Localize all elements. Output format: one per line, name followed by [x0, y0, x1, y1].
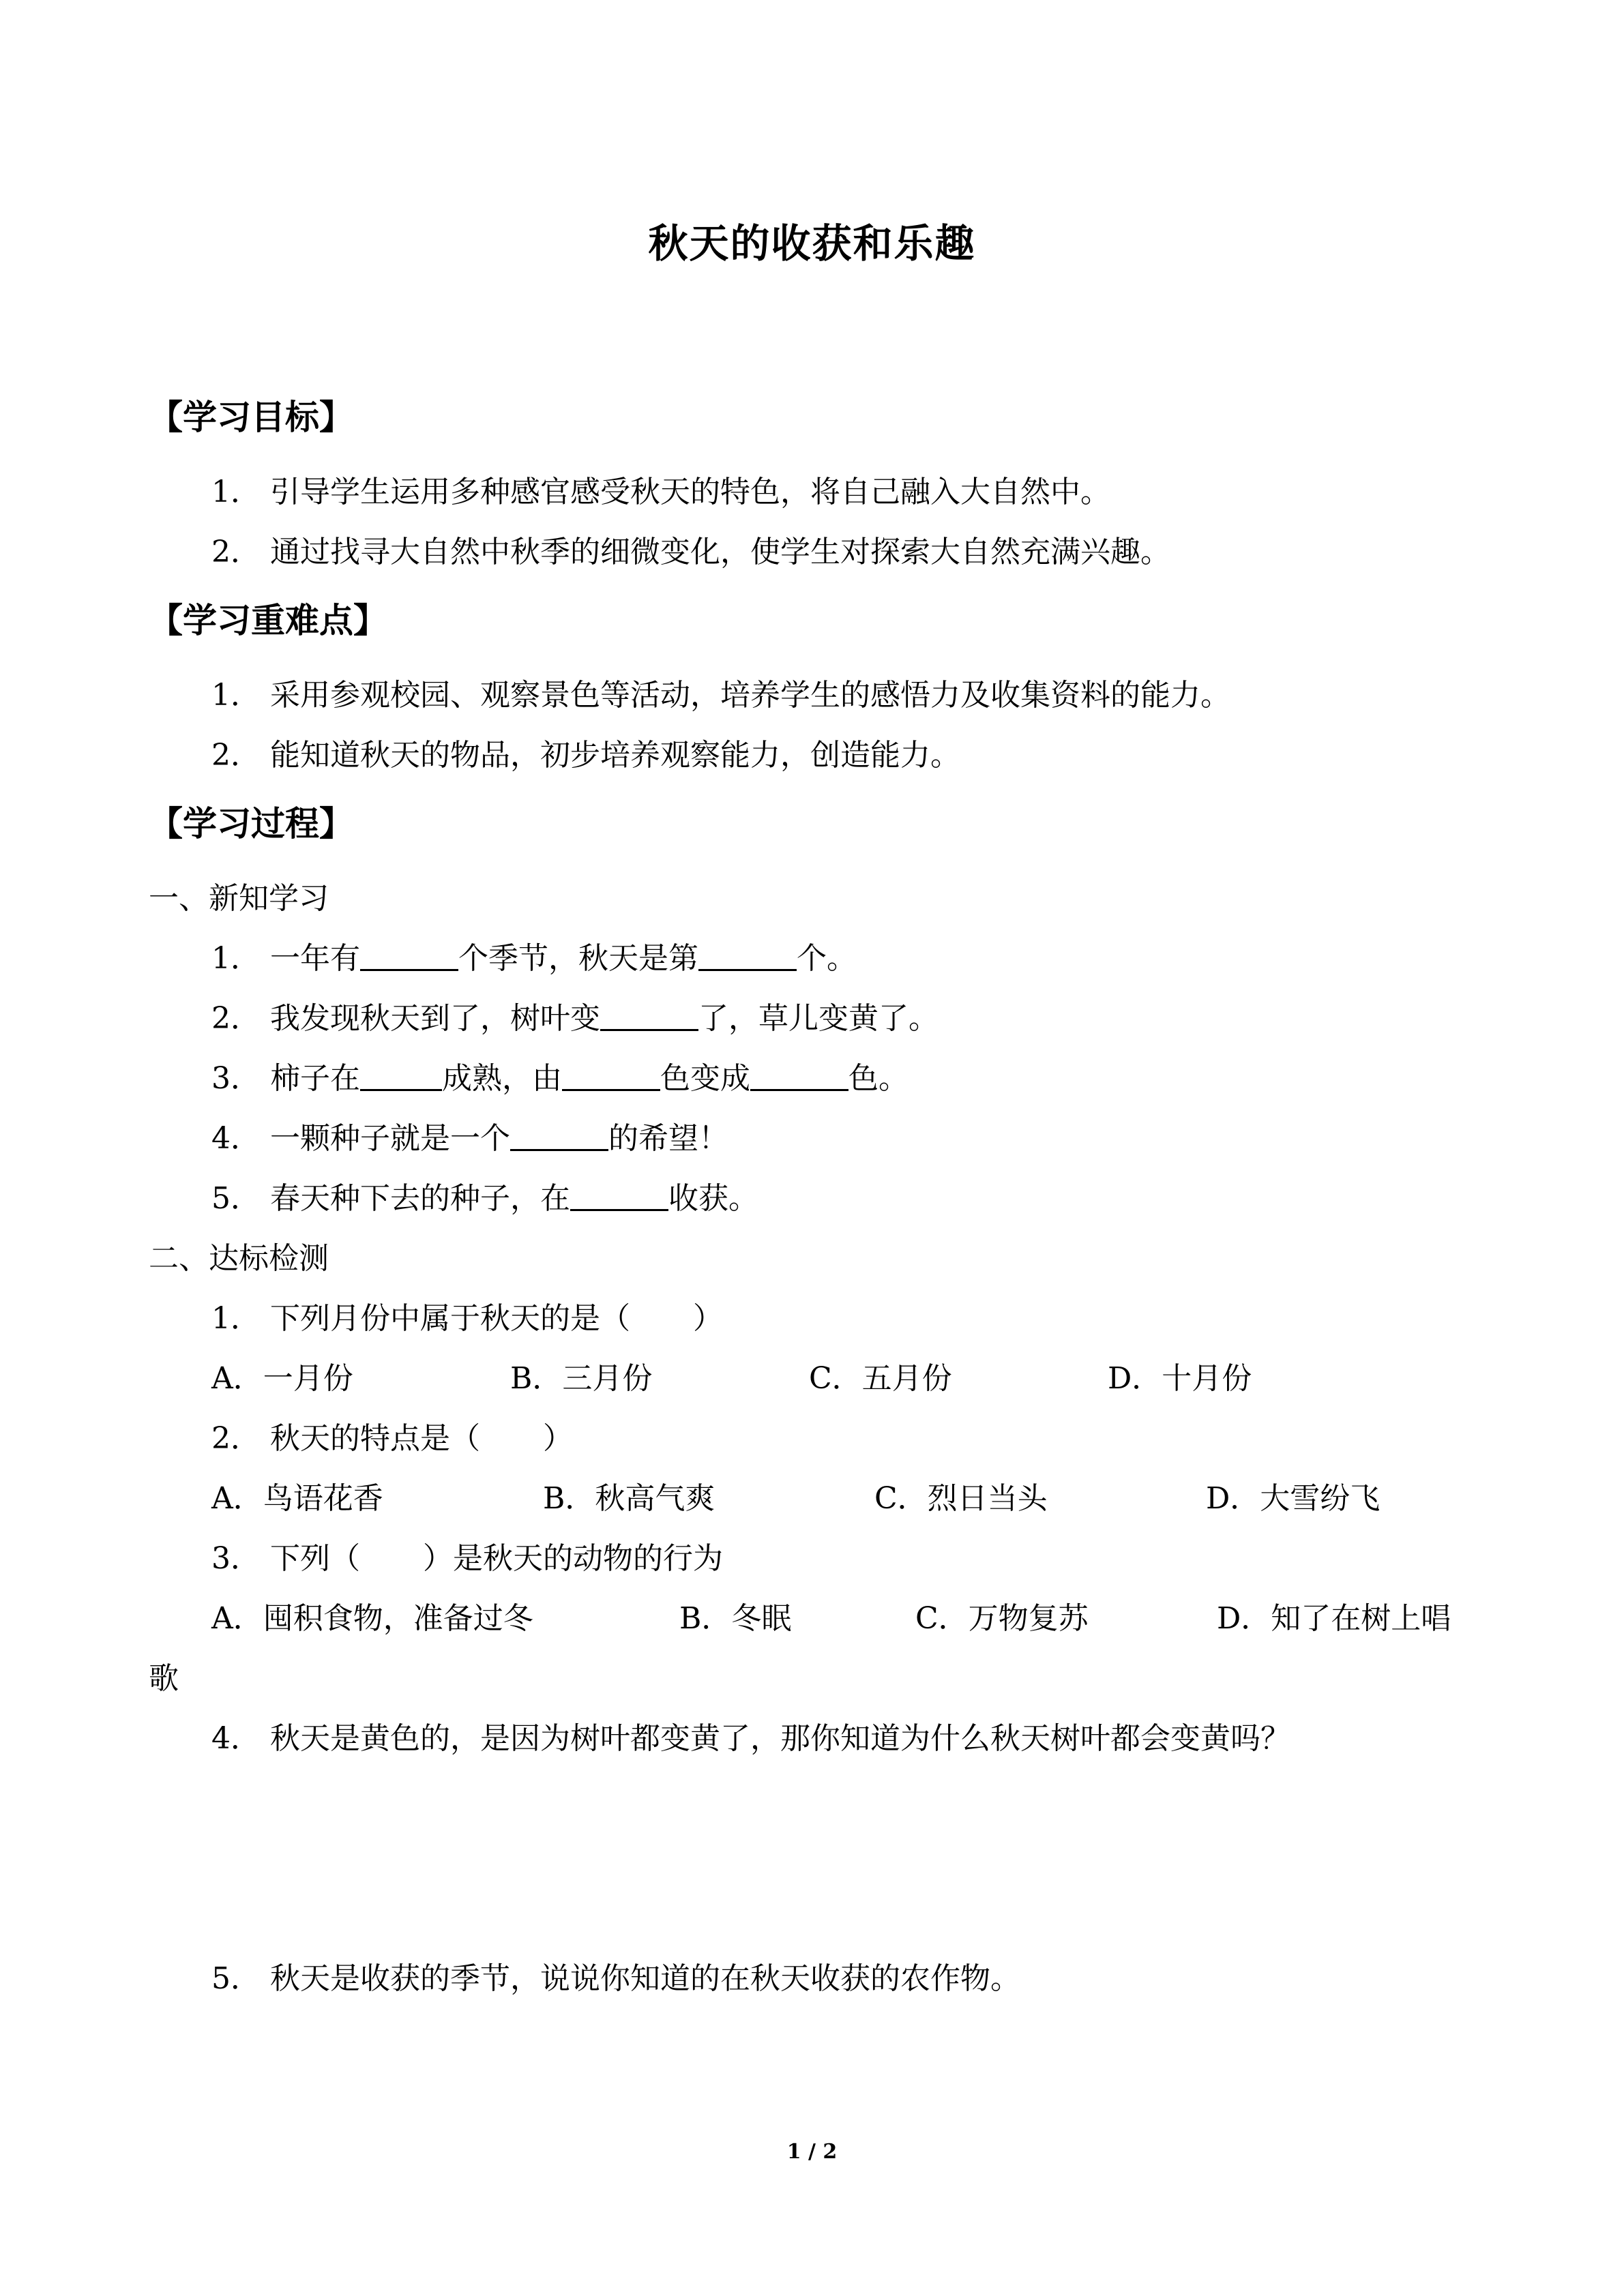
- keypoint-item-1: [211, 675, 1230, 716]
- open-question-5: [211, 1958, 1020, 1999]
- choice-question-3: [211, 1538, 723, 1579]
- fill-question-3: [211, 1058, 909, 1099]
- item-number: 1．: [211, 941, 261, 976]
- item-number: 4．: [211, 1721, 261, 1756]
- option-b[interactable]: B．三月份: [510, 1361, 653, 1396]
- item-number: 2．: [211, 738, 261, 773]
- answer-blank[interactable]: [570, 1179, 668, 1211]
- item-number: 1．: [211, 1301, 261, 1336]
- question-text: 色。: [848, 1061, 909, 1096]
- answer-area-4[interactable]: [211, 1766, 1439, 1930]
- question-text: 收获。: [668, 1181, 758, 1216]
- question-text: 色变成: [660, 1061, 750, 1096]
- fill-question-2: [211, 998, 939, 1039]
- question-text: 春天种下去的种子，在: [270, 1181, 570, 1216]
- part-heading-assessment: 二、达标检测: [149, 1241, 329, 1276]
- goal-item-1: [211, 472, 1110, 513]
- item-number: 4．: [211, 1121, 261, 1156]
- question-text: 一颗种子就是一个: [270, 1121, 510, 1156]
- question-text: 一年有: [270, 941, 360, 976]
- question-text: 秋天是收获的季节，说说你知道的在秋天收获的农作物。: [270, 1961, 1020, 1996]
- question-text: 成熟，由: [442, 1061, 562, 1096]
- answer-blank[interactable]: [600, 999, 698, 1031]
- open-question-4: [211, 1718, 1290, 1759]
- question-text: 个。: [797, 941, 857, 976]
- answer-blank[interactable]: [510, 1119, 608, 1151]
- option-d[interactable]: D．知了在树上唱: [1217, 1601, 1451, 1636]
- item-number: 1．: [211, 475, 261, 509]
- question-text: 个季节，秋天是第: [458, 941, 698, 976]
- question-text: 我发现秋天到了，树叶变: [270, 1001, 600, 1036]
- option-c[interactable]: C．五月份: [809, 1361, 952, 1396]
- answer-blank[interactable]: [360, 1059, 442, 1091]
- option-b[interactable]: B．冬眠: [679, 1601, 792, 1636]
- item-text: 通过找寻大自然中秋季的细微变化，使学生对探索大自然充满兴趣。: [270, 535, 1170, 569]
- question-text: 秋天的特点是（: [270, 1421, 480, 1456]
- page-number: 1 / 2: [786, 2140, 838, 2164]
- option-c[interactable]: C．万物复苏: [915, 1601, 1089, 1636]
- option-a[interactable]: A．一月份: [211, 1361, 353, 1396]
- option-d[interactable]: D．十月份: [1108, 1361, 1252, 1396]
- answer-blank[interactable]: [698, 939, 797, 971]
- option-d[interactable]: D．大雪纷飞: [1206, 1481, 1381, 1516]
- fill-question-4: [211, 1118, 728, 1159]
- item-number: 2．: [211, 1421, 261, 1456]
- option-c[interactable]: C．烈日当头: [874, 1481, 1048, 1516]
- question-text: ）: [543, 1421, 573, 1456]
- option-d-wrap: 歌: [149, 1661, 179, 1696]
- section-heading-process: 【学习过程】: [149, 804, 353, 844]
- item-text: 能知道秋天的物品，初步培养观察能力，创造能力。: [270, 738, 960, 773]
- answer-blank[interactable]: [360, 939, 458, 971]
- part-heading-new-knowledge: 一、新知学习: [149, 881, 329, 916]
- item-number: 2．: [211, 535, 261, 569]
- item-number: 2．: [211, 1001, 261, 1036]
- item-number: 3．: [211, 1541, 261, 1576]
- question-text: 下列（: [270, 1541, 360, 1576]
- answer-area-5[interactable]: [211, 2006, 1439, 2108]
- item-text: 引导学生运用多种感官感受秋天的特色，将自己融入大自然中。: [270, 475, 1110, 509]
- option-a[interactable]: A．鸟语花香: [211, 1481, 383, 1516]
- fill-question-5: [211, 1178, 758, 1219]
- choice-question-2: [211, 1418, 573, 1459]
- question-text: 了，草儿变黄了。: [698, 1001, 939, 1036]
- question-text: 的希望！: [608, 1121, 728, 1156]
- question-text: ）: [693, 1301, 723, 1336]
- question-text: 柿子在: [270, 1061, 360, 1096]
- fill-question-1: [211, 938, 857, 979]
- item-number: 3．: [211, 1061, 261, 1096]
- question-text: 秋天是黄色的，是因为树叶都变黄了，那你知道为什么秋天树叶都会变黄吗？: [270, 1721, 1290, 1756]
- option-a[interactable]: A．囤积食物，准备过冬: [211, 1601, 533, 1636]
- section-heading-keypoints: 【学习重难点】: [149, 601, 387, 640]
- item-text: 采用参观校园、观察景色等活动，培养学生的感悟力及收集资料的能力。: [270, 678, 1230, 713]
- goal-item-2: [211, 532, 1170, 573]
- question-text: ）是秋天的动物的行为: [423, 1541, 723, 1576]
- item-number: 5．: [211, 1181, 261, 1216]
- item-number: 5．: [211, 1961, 261, 1996]
- item-number: 1．: [211, 678, 261, 713]
- section-heading-goals: 【学习目标】: [149, 398, 353, 437]
- option-b[interactable]: B．秋高气爽: [543, 1481, 715, 1516]
- page-title: 秋天的收获和乐趣: [648, 220, 976, 267]
- question-text: 下列月份中属于秋天的是（: [270, 1301, 630, 1336]
- keypoint-item-2: [211, 735, 960, 776]
- choice-question-1: [211, 1298, 723, 1339]
- answer-blank[interactable]: [750, 1059, 848, 1091]
- answer-blank[interactable]: [562, 1059, 660, 1091]
